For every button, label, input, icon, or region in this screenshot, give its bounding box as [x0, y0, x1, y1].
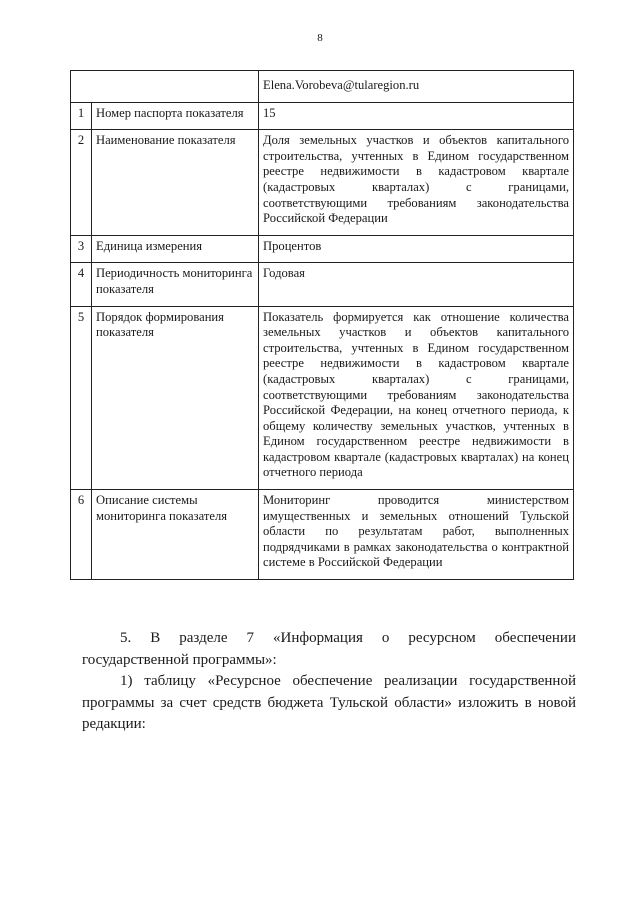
- table-row: [71, 71, 574, 103]
- table-row: [71, 130, 574, 236]
- page-number: 8: [317, 32, 323, 44]
- row-number: 4: [71, 263, 92, 306]
- row-value: Процентов: [259, 235, 574, 263]
- table-row: [71, 490, 574, 580]
- row-label: Единица измерения: [92, 235, 259, 263]
- row-value: Годовая: [259, 263, 574, 306]
- table-row: [71, 263, 574, 306]
- row-number: 2: [71, 130, 92, 236]
- row-number: 5: [71, 306, 92, 490]
- row-label: Описание системы мониторинга показателя: [92, 490, 259, 580]
- row-value: 15: [259, 102, 574, 130]
- body-text: [82, 628, 576, 736]
- row-value: Мониторинг проводится министерством имущественных и земельных отношений Тульской области по результатам работ, выполненных подрядчиками в рамках законодательства о контрактной системе в Российской Федерации: [259, 490, 574, 580]
- row-value: Доля земельных участков и объектов капитального строительства, учтенных в Едином государственном реестре недвижимости в кадастровом квартале (кадастровых кварталах) с границами, соответствующими требованиям законодательства Российской Федерации: [259, 130, 574, 236]
- indicator-passport-table: [70, 70, 574, 580]
- contact-email: Elena.Vorobeva@tularegion.ru: [259, 71, 574, 103]
- row-number: 1: [71, 102, 92, 130]
- paragraph: 5. В разделе 7 «Информация о ресурсном обеспечении государственной программы»:: [82, 630, 576, 668]
- table-row: [71, 235, 574, 263]
- empty-cell: [71, 71, 259, 103]
- paragraph: 1) таблицу «Ресурсное обеспечение реализации государственной программы за счет средств бюджета Тульской области» изложить в новой редакции:: [82, 673, 576, 733]
- row-label: Порядок формирования показателя: [92, 306, 259, 490]
- row-label: Наименование показателя: [92, 130, 259, 236]
- row-label: Номер паспорта показателя: [92, 102, 259, 130]
- row-number: 6: [71, 490, 92, 580]
- row-number: 3: [71, 235, 92, 263]
- table-row: [71, 102, 574, 130]
- row-value: Показатель формируется как отношение количества земельных участков и объектов капитального строительства, учтенных в Едином государственном реестре недвижимости в кадастровом квартале (кадастровых кварталах) с границами, соответствующими требованиям законодательства Российской Федерации, на конец отчетного периода, к общему количеству земельных участков, учтенных в Едином государственном реестре недвижимости в кадастровом квартале (кадастровых кварталах) на конец отчетного периода: [259, 306, 574, 490]
- table-row: [71, 306, 574, 490]
- row-label: Периодичность мониторинга показателя: [92, 263, 259, 306]
